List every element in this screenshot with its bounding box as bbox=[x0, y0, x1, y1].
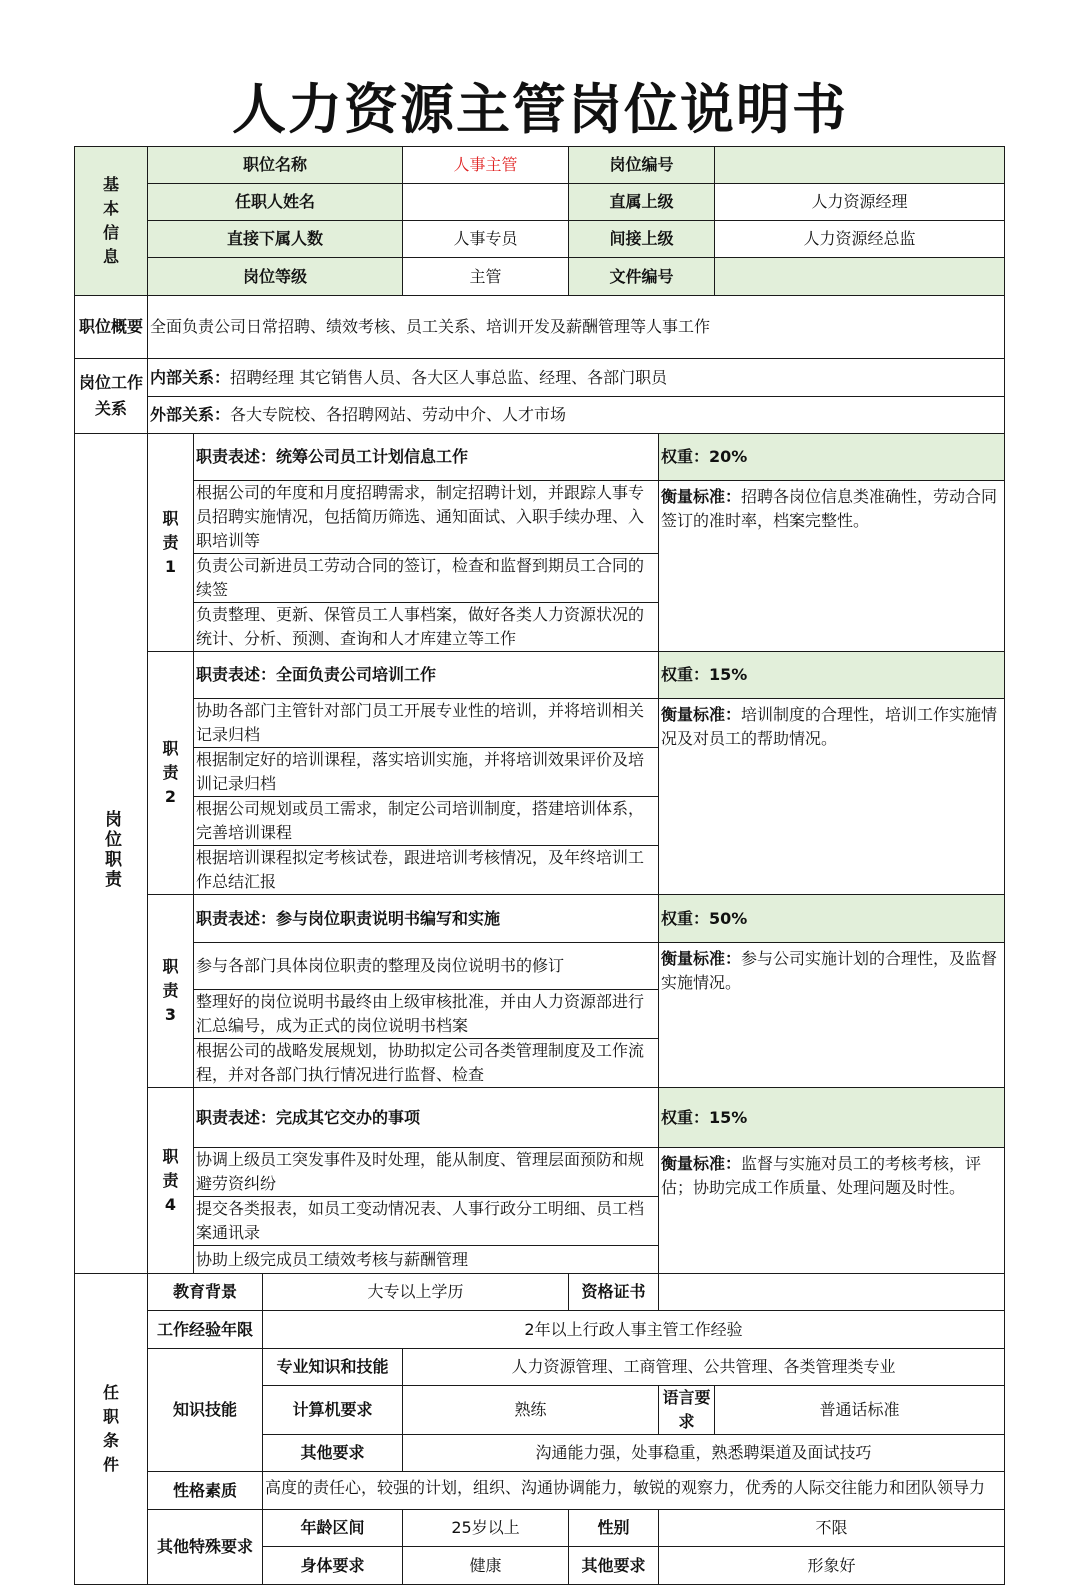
duty-3-label: 职 责 3 bbox=[148, 895, 194, 1088]
duty-2-standard: 衡量标准：培训制度的合理性，培训工作实施情况及对员工的帮助情况。 bbox=[659, 699, 1005, 895]
duty-1-standard: 衡量标准：招聘各岗位信息类准确性，劳动合同签订的准时率，档案完整性。 bbox=[659, 481, 1005, 652]
body-value: 健康 bbox=[403, 1547, 569, 1585]
age-label: 年龄区间 bbox=[263, 1510, 403, 1547]
gender-label: 性别 bbox=[569, 1510, 659, 1547]
certificate-label: 资格证书 bbox=[569, 1274, 659, 1311]
duty-3-item-2: 整理好的岗位说明书最终由上级审核批准，并由人力资源部进行汇总编号，成为正式的岗位说明书档案 bbox=[75, 990, 1005, 1039]
duty-4-item-1: 协调上级员工突发事件及时处理，能从制度、管理层面预防和规避劳资纠纷 衡量标准：监督与实施对员工的考核考核，评估；协助完成工作质量、处理问题及时性。 bbox=[75, 1148, 1005, 1197]
basic-row-4 bbox=[75, 258, 1005, 296]
duty-4-weight: 权重：15% bbox=[659, 1088, 1005, 1148]
duty-2-item-1: 协助各部门主管针对部门员工开展专业性的培训，并将培训相关记录归档 衡量标准：培训制度的合理性，培训工作实施情况及对员工的帮助情况。 bbox=[75, 699, 1005, 748]
body-label: 身体要求 bbox=[263, 1547, 403, 1585]
computer-label: 计算机要求 bbox=[263, 1386, 403, 1435]
direct-superior-label: 直属上级 bbox=[569, 184, 715, 221]
subordinates-value: 人事专员 bbox=[403, 221, 569, 258]
duty-1-desc: 职责表述：统筹公司员工计划信息工作 bbox=[194, 434, 659, 481]
summary-label: 职位概要 bbox=[75, 296, 148, 359]
computer-value: 熟练 bbox=[403, 1386, 659, 1435]
certificate-value bbox=[659, 1274, 1005, 1311]
duty-1-label: 职 责 1 bbox=[148, 434, 194, 652]
duty-2-item-4: 根据培训课程拟定考核试卷，跟进培训考核情况，及年终培训工作总结汇报 bbox=[75, 846, 1005, 895]
file-code-value bbox=[715, 258, 1005, 296]
position-level-label: 岗位等级 bbox=[148, 258, 403, 296]
qual-exp-row bbox=[75, 1311, 1005, 1349]
indirect-superior-value: 人力资源经总监 bbox=[715, 221, 1005, 258]
employee-name-value bbox=[403, 184, 569, 221]
duty-2-item-2: 根据制定好的培训课程，落实培训实施，并将培训效果评价及培训记录归档 bbox=[75, 748, 1005, 797]
duty-2-weight: 权重：15% bbox=[659, 652, 1005, 699]
duty-1-desc-row bbox=[75, 434, 1005, 481]
gender-value: 不限 bbox=[659, 1510, 1005, 1547]
relations-row-internal bbox=[75, 359, 1005, 397]
job-description-table bbox=[74, 146, 1005, 1585]
summary-row bbox=[75, 296, 1005, 359]
duty-4-label: 职 责 4 bbox=[148, 1088, 194, 1274]
employee-name-label: 任职人姓名 bbox=[148, 184, 403, 221]
basic-row-1 bbox=[75, 147, 1005, 184]
file-code-label: 文件编号 bbox=[569, 258, 715, 296]
basic-row-2 bbox=[75, 184, 1005, 221]
qual-major-row bbox=[75, 1349, 1005, 1386]
other2-value: 形象好 bbox=[659, 1547, 1005, 1585]
education-label: 教育背景 bbox=[148, 1274, 263, 1311]
education-value: 大专以上学历 bbox=[263, 1274, 569, 1311]
duty-2-item-3: 根据公司规划或员工需求，制定公司培训制度，搭建培训体系，完善培训课程 bbox=[75, 797, 1005, 846]
relations-label: 岗位工作 关系 bbox=[75, 359, 148, 434]
external-relations: 外部关系：各大专院校、各招聘网站、劳动中介、人才市场 bbox=[148, 397, 1005, 434]
duty-4-item-3: 协助上级完成员工绩效考核与薪酬管理 bbox=[75, 1246, 1005, 1274]
position-code-value bbox=[715, 147, 1005, 184]
duty-3-desc-row bbox=[75, 895, 1005, 943]
other-req-value: 沟通能力强，处事稳重，熟悉聘渠道及面试技巧 bbox=[403, 1435, 1005, 1472]
duty-4-desc: 职责表述：完成其它交办的事项 bbox=[194, 1088, 659, 1148]
qual-age-row bbox=[75, 1510, 1005, 1547]
duty-4-standard: 衡量标准：监督与实施对员工的考核考核，评估；协助完成工作质量、处理问题及时性。 bbox=[659, 1148, 1005, 1274]
major-value: 人力资源管理、工商管理、公共管理、各类管理类专业 bbox=[403, 1349, 1005, 1386]
relations-row-external bbox=[75, 397, 1005, 434]
duty-3-item-1: 参与各部门具体岗位职责的整理及岗位说明书的修订 衡量标准：参与公司实施计划的合理性，及监督实施情况。 bbox=[75, 943, 1005, 990]
personality-value: 高度的责任心，较强的计划，组织、沟通协调能力，敏锐的观察力，优秀的人际交往能力和团队领导力 bbox=[263, 1472, 1005, 1510]
experience-value: 2年以上行政人事主管工作经验 bbox=[263, 1311, 1005, 1349]
skills-label: 知识技能 bbox=[148, 1349, 263, 1472]
page-title: 人力资源主管岗位说明书 bbox=[232, 78, 848, 141]
position-level-value: 主管 bbox=[403, 258, 569, 296]
duty-4-item-2: 提交各类报表，如员工变动情况表、人事行政分工明细、员工档案通讯录 bbox=[75, 1197, 1005, 1246]
special-req-label: 其他特殊要求 bbox=[148, 1510, 263, 1585]
direct-superior-value: 人力资源经理 bbox=[715, 184, 1005, 221]
position-name-label: 职位名称 bbox=[148, 147, 403, 184]
basic-row-3 bbox=[75, 221, 1005, 258]
position-code-label: 岗位编号 bbox=[569, 147, 715, 184]
duty-3-standard: 衡量标准：参与公司实施计划的合理性，及监督实施情况。 bbox=[659, 943, 1005, 1088]
position-name-value: 人事主管 bbox=[403, 147, 569, 184]
other-req-label: 其他要求 bbox=[263, 1435, 403, 1472]
internal-relations: 内部关系：招聘经理 其它销售人员、各大区人事总监、经理、各部门职员 bbox=[148, 359, 1005, 397]
duty-1-item-3: 负责整理、更新、保管员工人事档案，做好各类人力资源状况的统计、分析、预测、查询和人才库建立等工作 bbox=[75, 603, 1005, 652]
duty-2-desc-row bbox=[75, 652, 1005, 699]
duty-1-item-2: 负责公司新进员工劳动合同的签订，检查和监督到期员工合同的续签 bbox=[75, 554, 1005, 603]
subordinates-label: 直接下属人数 bbox=[148, 221, 403, 258]
qualification-section-label: 任 职 条 件 bbox=[75, 1274, 148, 1585]
duty-3-weight: 权重：50% bbox=[659, 895, 1005, 943]
age-value: 25岁以上 bbox=[403, 1510, 569, 1547]
duty-4-desc-row bbox=[75, 1088, 1005, 1148]
qual-personality-row bbox=[75, 1472, 1005, 1510]
duty-1-weight: 权重：20% bbox=[659, 434, 1005, 481]
duty-1-item-1: 根据公司的年度和月度招聘需求，制定招聘计划，并跟踪人事专员招聘实施情况，包括简历筛选、通知面试、入职手续办理、入职培训等 衡量标准：招聘各岗位信息类准确性，劳动合同签订的准时率，档案完整性。 bbox=[75, 481, 1005, 554]
duty-2-desc: 职责表述：全面负责公司培训工作 bbox=[194, 652, 659, 699]
major-label: 专业知识和技能 bbox=[263, 1349, 403, 1386]
duty-3-desc: 职责表述：参与岗位职责说明书编写和实施 bbox=[194, 895, 659, 943]
indirect-superior-label: 间接上级 bbox=[569, 221, 715, 258]
other2-label: 其他要求 bbox=[569, 1547, 659, 1585]
summary-text: 全面负责公司日常招聘、绩效考核、员工关系、培训开发及薪酬管理等人事工作 bbox=[148, 296, 1005, 359]
language-value: 普通话标准 bbox=[715, 1386, 1005, 1435]
basic-info-label: 基 本 信 息 bbox=[75, 147, 148, 296]
experience-label: 工作经验年限 bbox=[148, 1311, 263, 1349]
personality-label: 性格素质 bbox=[148, 1472, 263, 1510]
duties-section-label: 岗位职责 bbox=[75, 434, 148, 1274]
duty-2-label: 职 责 2 bbox=[148, 652, 194, 895]
duty-3-item-3: 根据公司的战略发展规划，协助拟定公司各类管理制度及工作流程，并对各部门执行情况进行监督、检查 bbox=[75, 1039, 1005, 1088]
qual-edu-row bbox=[75, 1274, 1005, 1311]
language-label: 语言要求 bbox=[659, 1386, 715, 1435]
